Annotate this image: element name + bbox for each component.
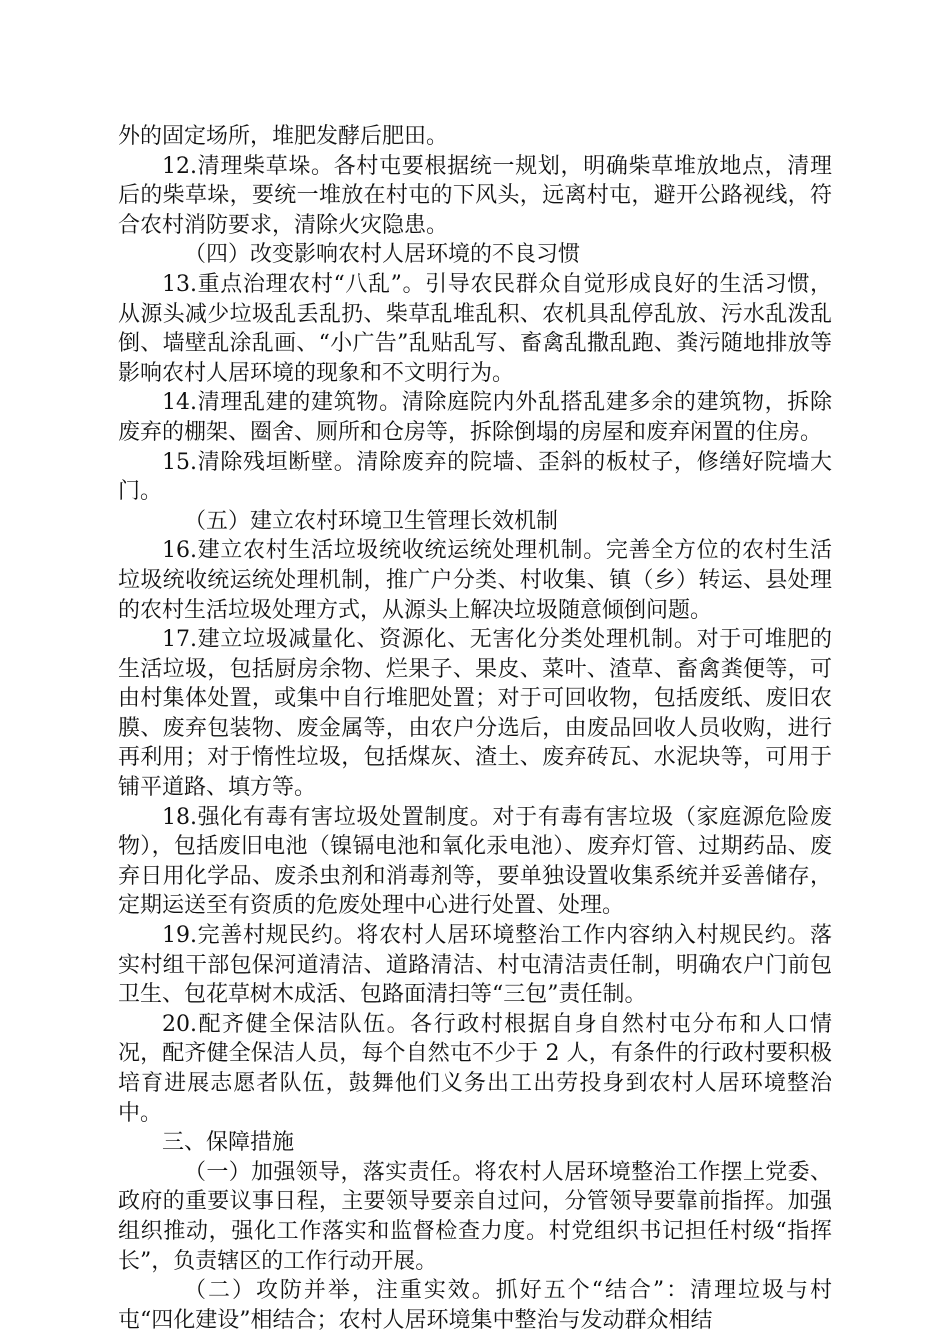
paragraph-item-16: 16.建立农村生活垃圾统收统运统处理机制。完善全方位的农村生活垃圾统收统运统处理机制，推广户分类、村收集、镇（乡）转运、县处理的农村生活垃圾处理方式，从源头上解决垃圾随意倾倒问题。 xyxy=(118,538,832,623)
measure-1: （一）加强领导，落实责任。将农村人居环境整治工作摆上党委、政府的重要议事日程，主要领导要亲自过问，分管领导要靠前指挥。加强组织推动，强化工作落实和监督检查力度。村党组织书记担任村级“指挥长”，负责辖区的工作行动开展。 xyxy=(118,1159,832,1274)
paragraph-item-12: 12.清理柴草垛。各村屯要根据统一规划，明确柴草堆放地点，清理后的柴草垛，要统一堆放在村屯的下风头，远离村屯，避开公路视线，符合农村消防要求，清除火灾隐患。 xyxy=(118,153,832,238)
paragraph-item-20: 20.配齐健全保洁队伍。各行政村根据自身自然村屯分布和人口情况，配齐健全保洁人员，每个自然屯不少于 2 人，有条件的行政村要积极培育进展志愿者队伍，鼓舞他们义务出工出劳投身到农村人居环境整治中。 xyxy=(118,1011,832,1126)
paragraph-1: 外的固定场所，堆肥发酵后肥田。 xyxy=(118,124,449,149)
chapter-heading-3: 三、保障措施 xyxy=(162,1130,295,1156)
section-heading-5: （五）建立农村环境卫生管理长效机制 xyxy=(184,508,559,534)
paragraph-item-13: 13.重点治理农村“八乱”。引导农民群众自觉形成良好的生活习惯，从源头减少垃圾乱丢乱扔、柴草乱堆乱积、农机具乱停乱放、污水乱泼乱倒、墙壁乱涂乱画、“小广告”乱贴乱写、畜禽乱撒乱跑、粪污随地排放等影响农村人居环境的现象和不文明行为。 xyxy=(118,271,832,386)
paragraph-item-19: 19.完善村规民约。将农村人居环境整治工作内容纳入村规民约。落实村组干部包保河道清洁、道路清洁、村屯清洁责任制，明确农户门前包卫生、包花草树木成活、包路面清扫等“三包”责任制。 xyxy=(118,923,832,1008)
measure-2: （二）攻防并举，注重实效。抓好五个“结合”：清理垃圾与村屯“四化建设”相结合；农村人居环境集中整治与发动群众相结 xyxy=(118,1278,832,1333)
paragraph-item-17: 17.建立垃圾减量化、资源化、无害化分类处理机制。对于可堆肥的生活垃圾，包括厨房余物、烂果子、果皮、菜叶、渣草、畜禽粪便等，可由村集体处置，或集中自行堆肥处置；对于可回收物，包括废纸、废旧农膜、废弃包装物、废金属等，由农户分选后，由废品回收人员收购，进行再利用；对于惰性垃圾，包括煤灰、渣土、废弃砖瓦、水泥块等，可用于铺平道路、填方等。 xyxy=(118,627,832,801)
paragraph-item-14: 14.清理乱建的建筑物。清除庭院内外乱搭乱建多余的建筑物，拆除废弃的棚架、圈舍、厕所和仓房等，拆除倒塌的房屋和废弃闲置的住房。 xyxy=(118,390,832,445)
section-heading-4: （四）改变影响农村人居环境的不良习惯 xyxy=(184,242,581,268)
paragraph-item-18: 18.强化有毒有害垃圾处置制度。对于有毒有害垃圾（家庭源危险废物），包括废旧电池（镍镉电池和氧化汞电池）、废弃灯管、过期药品、废弃日用化学品、废杀虫剂和消毒剂等，要单独设置收集系统并妥善储存，定期运送至有资质的危废处理中心进行处置、处理。 xyxy=(118,804,832,919)
paragraph-item-15: 15.清除残垣断壁。清除废弃的院墙、歪斜的板杖子，修缮好院墙大门。 xyxy=(118,449,832,505)
